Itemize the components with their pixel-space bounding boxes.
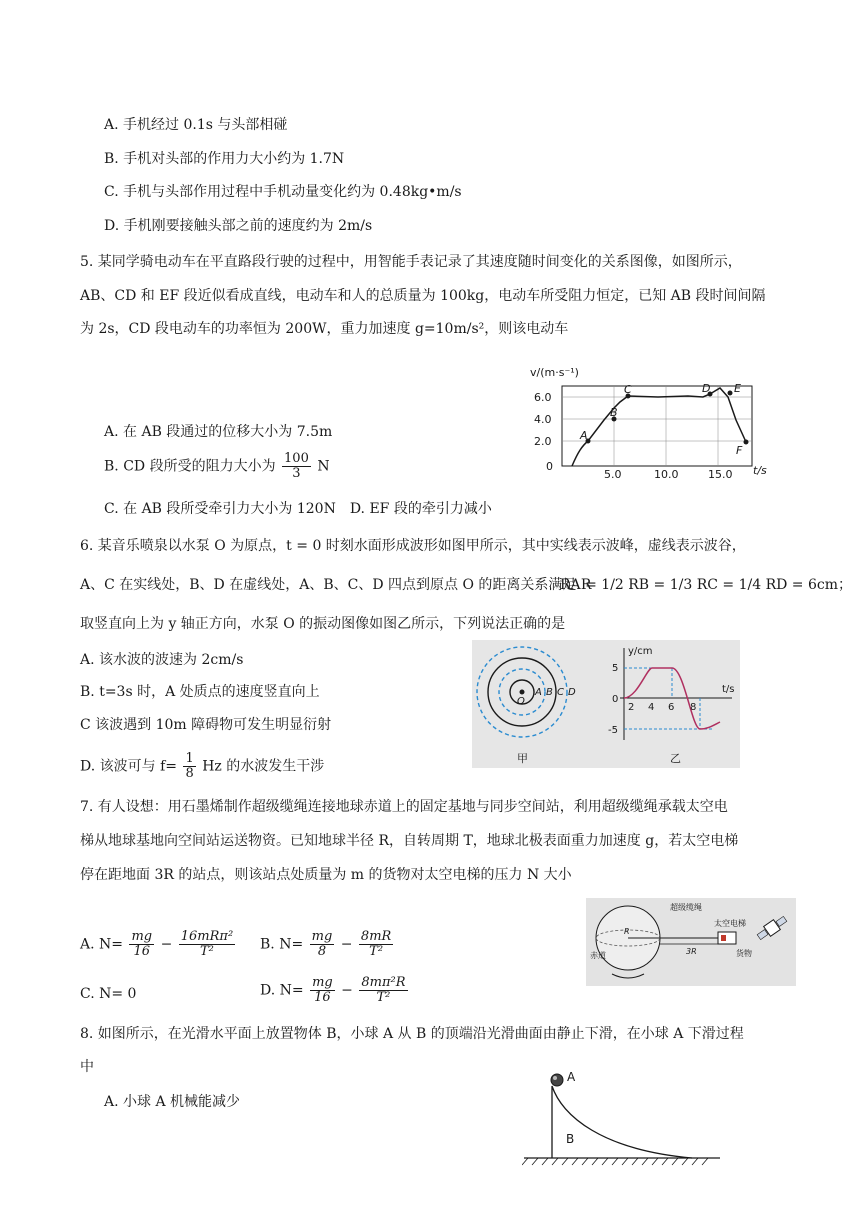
q5-point-f (744, 440, 749, 445)
q7-a-f2d: T² (200, 944, 214, 959)
q5-velocity-curve (572, 388, 746, 466)
q8-object-b (552, 1086, 692, 1158)
q6-option-d-fraction (183, 752, 195, 781)
q7-label-cable: 超级缆绳 (670, 903, 702, 912)
q6-stem-line1: 6. 某音乐喷泉以水泵 O 为原点，t = 0 时刻水面形成波形如图甲所示，其中实线表示波峰，虚线表示波谷， (80, 538, 746, 554)
q6-graph-ylabel: y/cm (628, 646, 653, 657)
q4-option-c: C. 手机与头部作用过程中手机动量变化约为 0.48kg•m/s (104, 184, 462, 200)
q6-stem-line2 (80, 576, 591, 594)
q4-option-b: B. 手机对头部的作用力大小约为 1.7N (104, 151, 345, 167)
q7-label-equator: 赤道 (590, 951, 606, 960)
q7-b-f1d: 8 (317, 944, 327, 959)
q7-d-f1n: mg (312, 975, 333, 990)
q6-label-o: O (517, 696, 525, 707)
q7-d-f1d: 16 (314, 990, 331, 1005)
q8-slide-figure (522, 1066, 722, 1166)
q6-graph-xtick: 4 (648, 702, 655, 713)
q6-graph-xlabel: t/s (722, 684, 735, 695)
q7-option-a: A. N= $\frac{mg}{16}$ − $\frac{\text{16mRπ²}}{\text{T²}}$ (80, 929, 234, 959)
q7-option-a-frac1 (129, 930, 154, 959)
q7-option-d: D. N= $\frac{mg}{16}$ − $\frac{\text{8mπ²R}}{\text{T²}}$ (260, 975, 406, 1005)
q8-option-a: A. 小球 A 机械能减少 (104, 1094, 241, 1110)
q5-label-c: C (624, 383, 632, 396)
q4-option-a: A. 手机经过 0.1s 与头部相碰 (104, 117, 288, 133)
q7-d-f2d: T² (376, 990, 391, 1005)
q7-label-r: R (624, 927, 630, 936)
q6-option-c: C 该波遇到 10m 障碍物可发生明显衍射 (80, 717, 332, 733)
q5-stem-line1: 5. 某同学骑电动车在平直路段行驶的过程中，用智能手表记录了其速度随时间变化的关系图像，如图所示， (80, 254, 742, 270)
q6-stem-line2-equation: RA = 1/2 RB = 1/3 RC = 1/4 RD = 6cm； (560, 577, 852, 593)
q6-graph-xtick: 2 (628, 702, 635, 713)
q7-option-b-frac2 (359, 930, 393, 959)
q5-chart-xlabel: t/s (753, 464, 767, 477)
q5-chart-ytick: 6.0 (534, 391, 552, 404)
q7-option-a-frac2 (179, 930, 235, 959)
q5-chart-ytick: 2.0 (534, 435, 552, 448)
q7-label-cargo: 货物 (736, 949, 752, 958)
q7-b-f1n: mg (311, 929, 333, 944)
q6-wave-figure (472, 640, 740, 768)
q5-label-a: A (580, 429, 588, 442)
q6-origin-point (520, 690, 525, 695)
q5-chart-ylabel: v/(m·s⁻¹) (530, 366, 579, 379)
q5-option-b-den: 3 (292, 466, 301, 481)
q5-chart-ytick: 0 (546, 460, 553, 473)
q5-stem-line2: AB、CD 和 EF 段近似看成直线，电动车和人的总质量为 100kg，电动车所受阻力恒定，已知 AB 段时间间隔 (80, 288, 766, 304)
q6-label-b: B (546, 687, 553, 698)
q5-label-f: F (736, 444, 743, 457)
q8-stem-line1: 8. 如图所示，在光滑水平面上放置物体 B，小球 A 从 B 的顶端沿光滑曲面由静止下滑，在小球 A 下滑过程 (80, 1026, 744, 1042)
q5-option-cd: C. 在 AB 段所受牵引力大小为 120N D. EF 段的牵引力减小 (104, 501, 492, 517)
q6-option-d (80, 752, 324, 781)
q7-a-f1n: mg (131, 929, 153, 944)
q5-option-b-num: 100 (284, 451, 309, 466)
q5-option-b (104, 452, 330, 481)
q6-stem-line2-pre: A、C 在实线处，B、D 在虚线处，A、B、C、D 四点到原点 O 的距离关系满足 R (80, 577, 592, 593)
q7-elevator (718, 932, 736, 944)
q5-label-b: B (610, 406, 618, 419)
q7-option-a-pre: A. N= (80, 936, 123, 953)
q8-ball-a (551, 1074, 563, 1086)
q6-graph-ytick: 0 (612, 694, 619, 705)
q5-label-d: D (702, 382, 711, 395)
q6-option-d-num: 1 (185, 751, 194, 766)
q5-chart-ytick: 4.0 (534, 413, 552, 426)
q5-point-e (728, 391, 733, 396)
q7-a-f1d: 16 (133, 944, 151, 959)
q7-option-c: C. N= 0 (80, 986, 137, 1002)
q7-b-f2n: 8mR (360, 929, 392, 944)
q8-stem-line2: 中 (80, 1059, 94, 1075)
q7-label-elevator: 太空电梯 (714, 919, 746, 928)
q5-option-a: A. 在 AB 段通过的位移大小为 7.5m (104, 424, 333, 440)
q8-label-a: A (567, 1070, 576, 1084)
q7-space-elevator-figure (586, 898, 796, 986)
q6-graph-ytick: 5 (612, 663, 619, 674)
q8-label-b: B (566, 1132, 575, 1146)
q6-option-a: A. 该水波的波速为 2cm/s (80, 652, 244, 668)
q5-label-e: E (734, 382, 741, 395)
q5-velocity-chart (528, 362, 768, 482)
q7-option-d-pre: D. N= (260, 982, 304, 999)
q5-option-b-post: N (317, 458, 330, 475)
q6-option-d-den: 8 (185, 766, 194, 781)
q4-option-d: D. 手机刚要接触头部之前的速度约为 2m/s (104, 218, 373, 234)
q6-fig-jia-label: 甲 (517, 752, 528, 765)
q7-stem-line2: 梯从地球基地向空间站运送物资。已知地球半径 R，自转周期 T，地球北极表面重力加速度 g，若太空电梯 (80, 833, 739, 849)
q6-graph-xtick: 8 (690, 702, 697, 713)
q6-option-b: B. t=3s 时，A 处质点的速度竖直向上 (80, 684, 320, 700)
q5-option-b-pre: B. CD 段所受的阻力大小为 (104, 458, 276, 475)
q5-chart-xtick: 15.0 (708, 468, 733, 481)
q7-option-d-frac1 (310, 976, 335, 1005)
q6-graph-xtick: 6 (668, 702, 675, 713)
q6-fig-yi-label: 乙 (670, 752, 681, 765)
q5-option-b-fraction (282, 452, 311, 481)
q7-option-b-frac1 (310, 930, 335, 959)
q7-d-f2n: 8mπ²R (361, 975, 406, 990)
q7-option-b: B. N= $\frac{mg}{8}$ − $\frac{8mR}{\text{T²}}$ (260, 929, 392, 959)
q7-cargo (721, 935, 726, 941)
q7-option-b-pre: B. N= (260, 936, 304, 953)
q7-b-f2d: T² (369, 944, 384, 959)
q5-chart-xtick: 5.0 (604, 468, 622, 481)
q7-a-f2n: 16mRπ² (180, 929, 234, 944)
q5-chart-xtick: 10.0 (654, 468, 679, 481)
q6-stem-line3: 取竖直向上为 y 轴正方向，水泵 O 的振动图像如图乙所示，下列说法正确的是 (80, 616, 566, 632)
q5-stem-line3: 为 2s，CD 段电动车的功率恒为 200W，重力加速度 g=10m/s²，则该电动车 (80, 321, 569, 337)
q6-label-d: D (568, 687, 576, 698)
q7-stem-line1: 7. 有人设想：用石墨烯制作超级缆绳连接地球赤道上的固定基地与同步空间站，利用超级缆绳承载太空电 (80, 799, 728, 815)
q5-chart-frame (562, 386, 752, 466)
q7-label-3r: 3R (686, 947, 697, 956)
q6-label-c: C (557, 687, 564, 698)
q7-option-d-frac2 (359, 976, 407, 1005)
q6-option-d-pre: D. 该波可与 f= (80, 758, 177, 775)
q7-stem-line3: 停在距地面 3R 的站点，则该站点处质量为 m 的货物对太空电梯的压力 N 大小 (80, 867, 572, 883)
q6-label-a: A (535, 687, 542, 698)
q6-graph-ytick: -5 (608, 725, 618, 736)
q6-option-d-post: Hz 的水波发生干涉 (202, 758, 325, 775)
